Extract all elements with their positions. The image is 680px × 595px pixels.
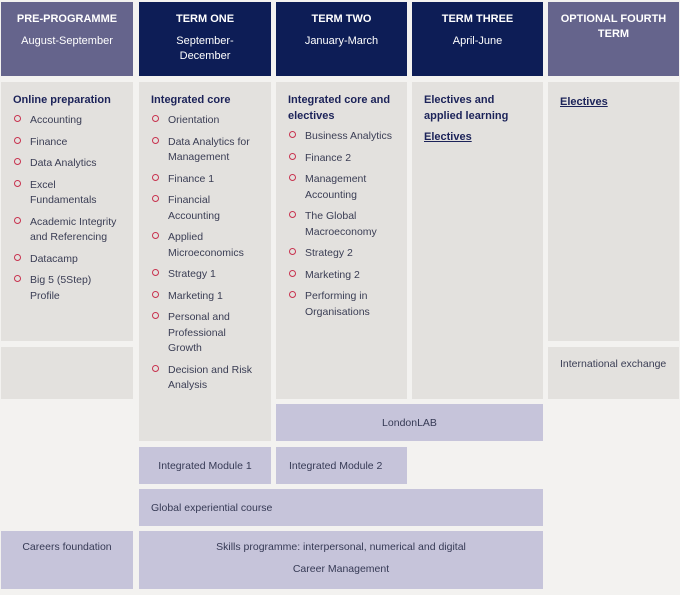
londonlab-bar (276, 404, 543, 441)
bullet-circle-icon (152, 365, 159, 372)
header-title: TERM ONE (175, 13, 235, 25)
integrated-module-1-bar (139, 447, 271, 484)
bullet-circle-icon (289, 248, 296, 255)
bullet-circle-icon (14, 180, 21, 187)
pre-programme-title: Online preparation (13, 94, 111, 106)
term-one-title: Integrated core (151, 94, 231, 106)
integrated-module-1-label: Integrated Module 1 (158, 459, 252, 472)
term-two-panel (276, 82, 407, 399)
list-item: Accounting (13, 113, 121, 129)
international-exchange-panel (548, 347, 679, 399)
term-one-list (151, 113, 259, 394)
header-subtitle: September-December (176, 35, 234, 62)
list-item: Data Analytics for Management (151, 135, 259, 166)
list-item: Marketing 1 (151, 289, 259, 305)
fourth-term-panel (548, 82, 679, 341)
header-term-one (139, 2, 271, 76)
pre-programme-list (13, 113, 121, 304)
pre-programme-panel (1, 82, 133, 341)
header-pre-programme (1, 2, 133, 76)
bullet-circle-icon (152, 115, 159, 122)
integrated-module-2-label: Integrated Module 2 (289, 459, 383, 472)
bullet-circle-icon (152, 195, 159, 202)
bullet-circle-icon (152, 312, 159, 319)
list-item: Strategy 2 (288, 246, 395, 262)
bullet-circle-icon (14, 254, 21, 261)
list-item: Data Analytics (13, 156, 121, 172)
list-item: Personal and Professional Growth (151, 310, 259, 357)
header-term-two (276, 2, 407, 76)
header-subtitle: August-September (21, 35, 113, 47)
international-exchange-label: International exchange (560, 358, 667, 370)
list-item: Decision and Risk Analysis (151, 363, 259, 394)
londonlab-label: LondonLAB (382, 416, 437, 429)
list-item: Strategy 1 (151, 267, 259, 283)
skills-programme-label: Skills programme: interpersonal, numerical and digital (216, 541, 466, 553)
term-two-title: Integrated core and electives (288, 94, 391, 122)
list-item: Business Analytics (288, 129, 395, 145)
term-three-title: Electives and applied learning (424, 94, 509, 122)
bullet-circle-icon (14, 275, 21, 282)
list-item: Datacamp (13, 252, 121, 268)
global-experiential-course-bar (139, 489, 543, 526)
list-item: Academic Integrity and Referencing (13, 215, 121, 246)
bullet-circle-icon (152, 137, 159, 144)
bullet-circle-icon (289, 270, 296, 277)
term-three-electives-link[interactable]: Electives (424, 131, 472, 143)
header-title: OPTIONAL FOURTH TERM (560, 13, 667, 40)
term-two-list (288, 129, 395, 320)
careers-foundation-label: Careers foundation (22, 541, 112, 553)
list-item: Finance 1 (151, 172, 259, 188)
pre-programme-empty-panel (1, 347, 133, 399)
bullet-circle-icon (289, 153, 296, 160)
global-experiential-course-label: Global experiential course (151, 501, 273, 514)
list-item: Excel Fundamentals (13, 178, 121, 209)
header-optional-fourth-term (548, 2, 679, 76)
bullet-circle-icon (14, 158, 21, 165)
bullet-circle-icon (14, 217, 21, 224)
term-three-panel (412, 82, 543, 399)
list-item: Financial Accounting (151, 193, 259, 224)
career-management-label: Career Management (292, 563, 390, 575)
list-item: Orientation (151, 113, 259, 129)
header-subtitle: January-March (304, 35, 379, 47)
bullet-circle-icon (289, 174, 296, 181)
careers-foundation-bar (1, 531, 133, 589)
bullet-circle-icon (152, 232, 159, 239)
bullet-circle-icon (289, 131, 296, 138)
term-one-panel (139, 82, 271, 441)
list-item: Marketing 2 (288, 268, 395, 284)
bullet-circle-icon (152, 269, 159, 276)
header-title: PRE-PROGRAMME (16, 13, 118, 25)
list-item: Finance 2 (288, 151, 395, 167)
list-item: Finance (13, 135, 121, 151)
bullet-circle-icon (289, 211, 296, 218)
bullet-circle-icon (14, 115, 21, 122)
list-item: The Global Macroeconomy (288, 209, 395, 240)
bullet-circle-icon (14, 137, 21, 144)
fourth-term-electives-link[interactable]: Electives (560, 96, 608, 108)
list-item: Performing in Organisations (288, 289, 395, 320)
list-item: Big 5 (5Step) Profile (13, 273, 121, 304)
skills-programme-bar (139, 531, 543, 589)
header-title: TERM TWO (311, 13, 372, 25)
list-item: Applied Microeconomics (151, 230, 259, 261)
bullet-circle-icon (289, 291, 296, 298)
header-subtitle: April-June (452, 35, 503, 47)
list-item: Management Accounting (288, 172, 395, 203)
integrated-module-2-bar (276, 447, 407, 484)
header-title: TERM THREE (441, 13, 514, 25)
header-term-three (412, 2, 543, 76)
bullet-circle-icon (152, 291, 159, 298)
bullet-circle-icon (152, 174, 159, 181)
